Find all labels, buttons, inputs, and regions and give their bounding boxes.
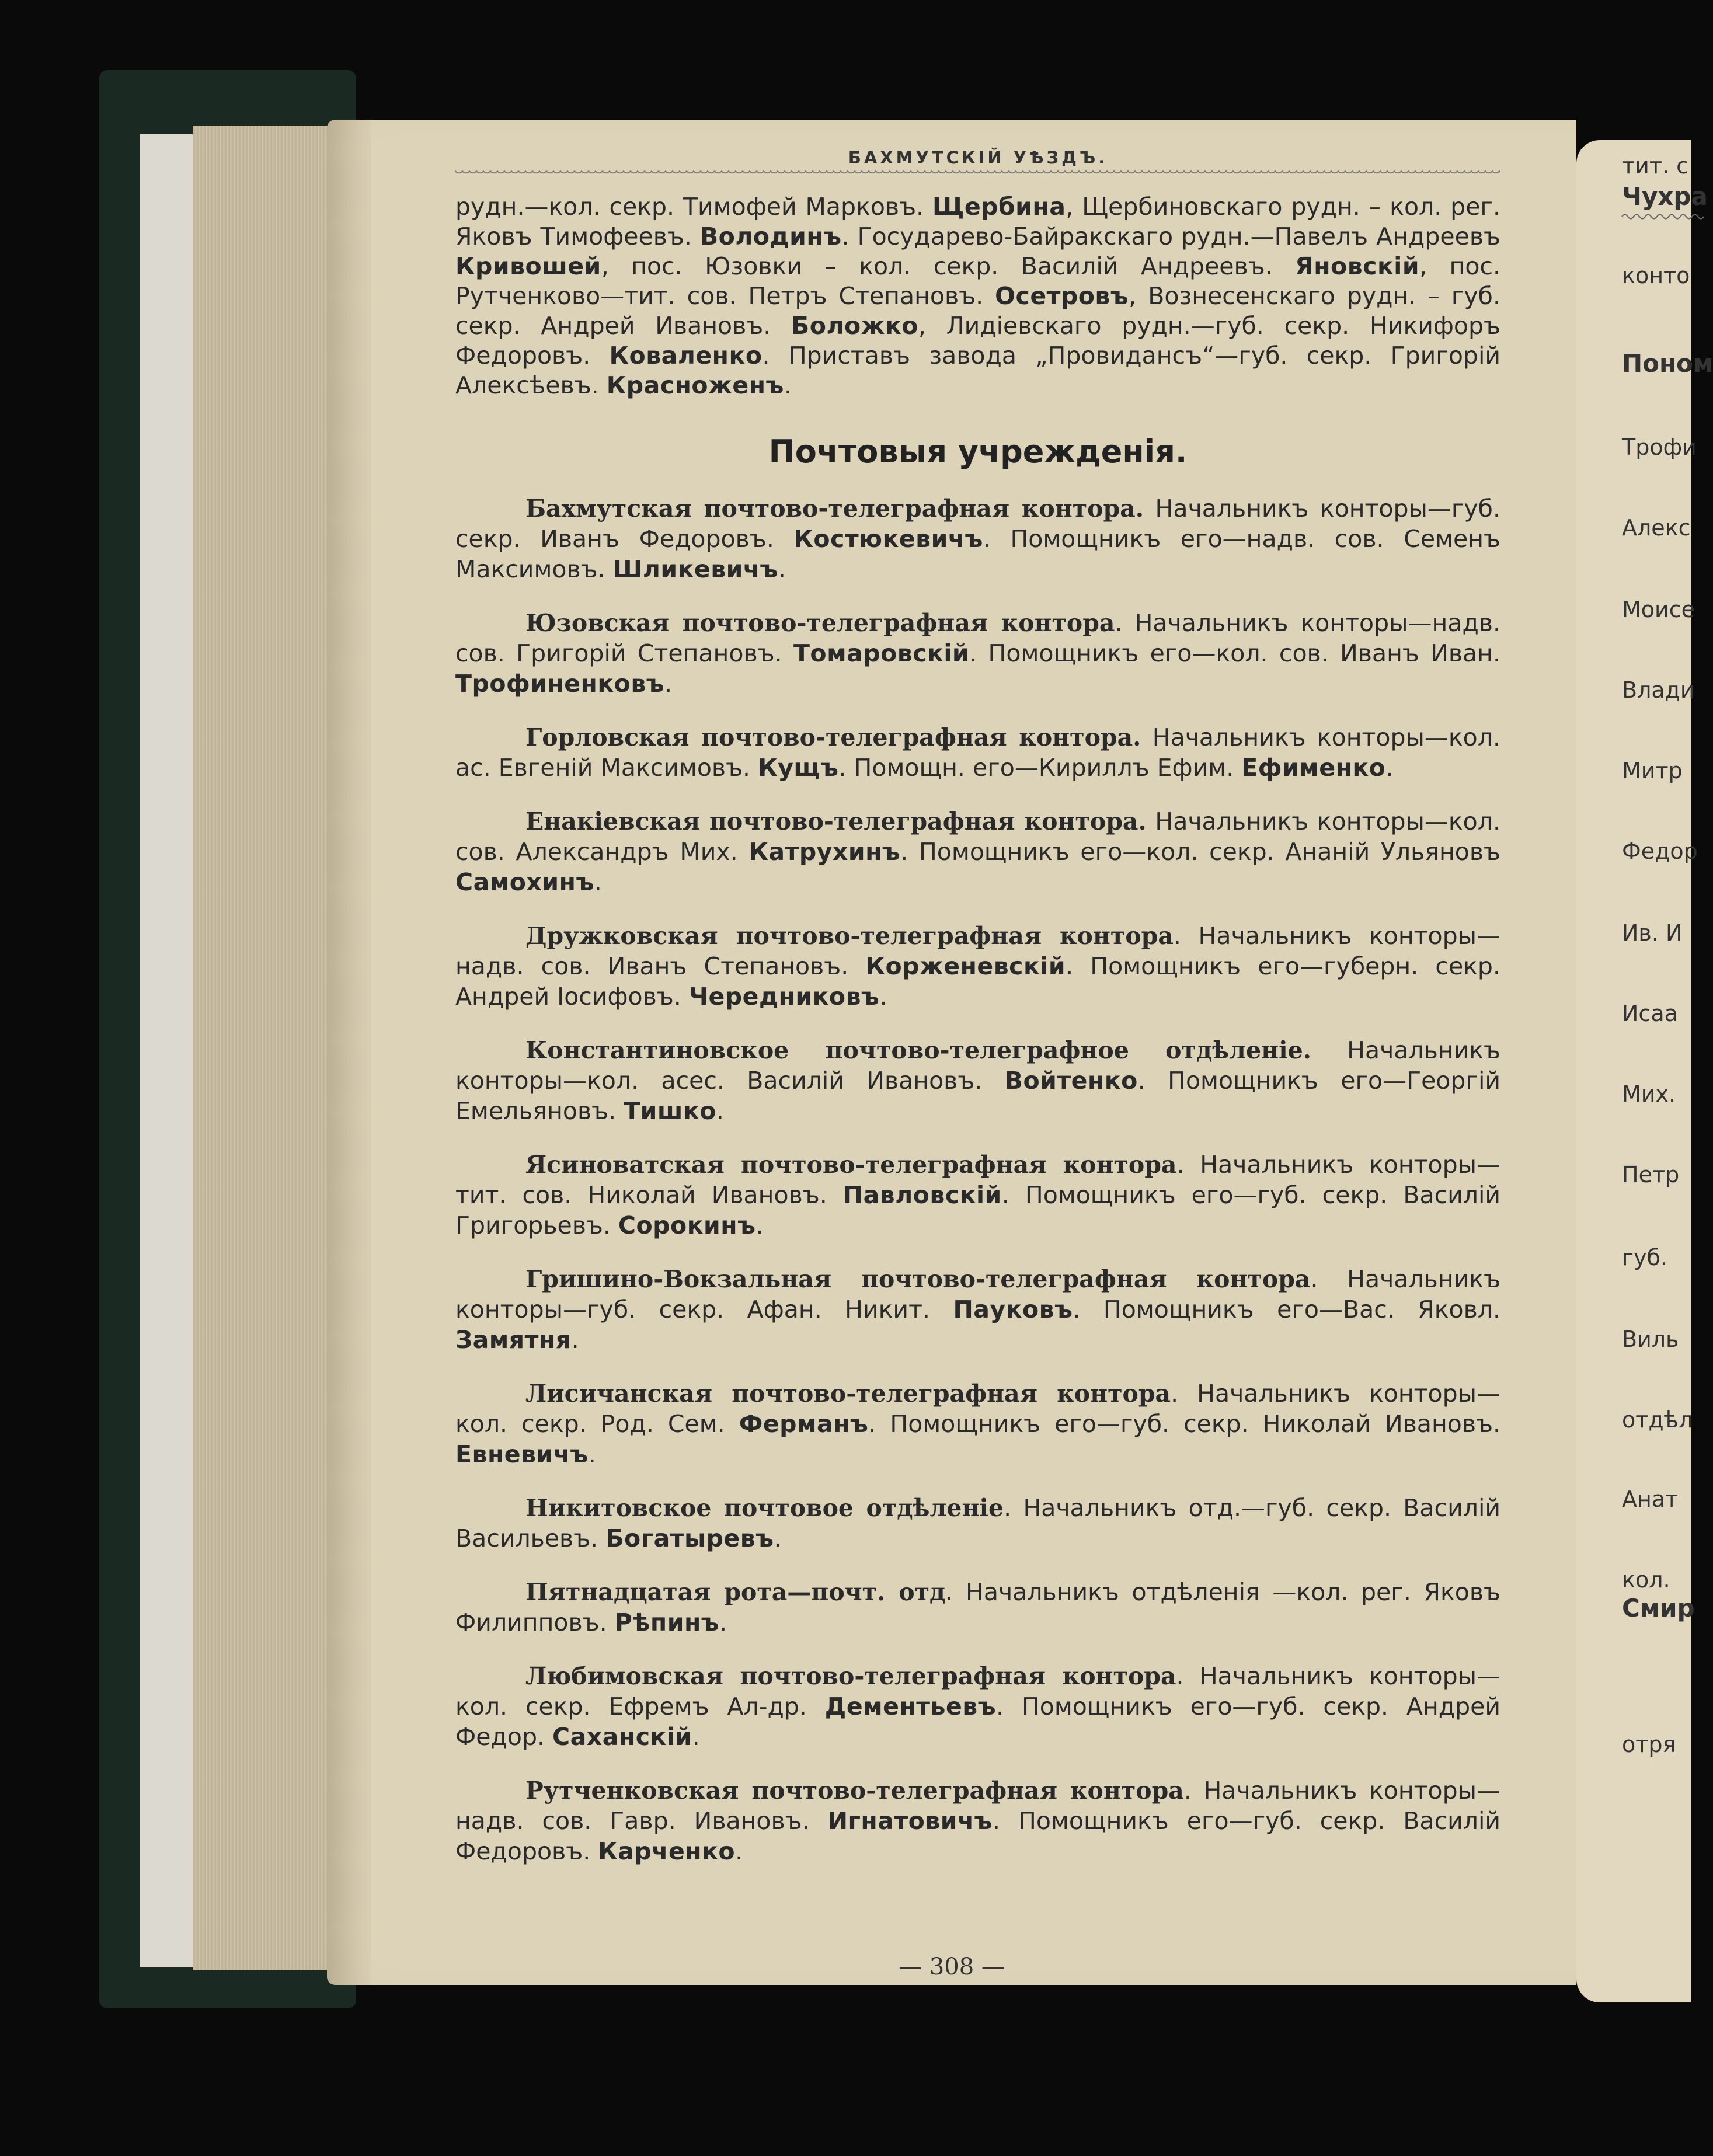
person-surname: Ферманъ xyxy=(739,1410,869,1438)
text-run: . Помощникъ его—губ. секр. Василій Федоровъ. xyxy=(455,1807,1501,1865)
text-run: . Государево-Байракскаго рудн.—Павелъ Андреевъ xyxy=(841,222,1500,250)
right-page-text-fragment: губ. xyxy=(1622,1245,1667,1270)
text-run: . Помощникъ его—губерн. секр. Андрей Іосифовъ. xyxy=(455,952,1500,1011)
running-head: БАХМУТСКІЙ УѢЗДЪ. xyxy=(848,148,1108,168)
person-surname: Игнатовичъ xyxy=(827,1807,993,1835)
right-page-text-fragment: Федор xyxy=(1622,838,1698,864)
text-run: . Помощникъ его—кол. сов. Иванъ Иван. xyxy=(969,639,1500,667)
person-surname: Трофиненковъ xyxy=(455,670,665,698)
right-page-text-fragment: тит. с xyxy=(1622,153,1689,179)
text-run: . Помощникъ его—губ. секр. Андрей Федор. xyxy=(455,1692,1500,1751)
entry-title: Ясиноватская почтово-телеграфная контора xyxy=(525,1151,1177,1179)
person-surname: Томаровскій xyxy=(793,639,970,667)
text-run: . Помощникъ его—кол. секр. Ананій Ульяновъ xyxy=(900,838,1500,866)
text-run: Начальникъ конторы—кол. сов. Александръ Мих. xyxy=(455,807,1500,866)
right-page-text-fragment: Трофи xyxy=(1622,434,1697,460)
post-office-entry xyxy=(455,1378,1500,1469)
right-page-text-fragment: Чухра xyxy=(1622,182,1708,211)
text-run: . Помощникъ его—надв. сов. Семенъ Максимовъ. xyxy=(455,525,1500,583)
right-page-text-fragment: кол. xyxy=(1622,1567,1670,1593)
right-page-text-fragment: конто xyxy=(1622,263,1690,288)
text-run: . xyxy=(1385,754,1394,782)
entry-title: Дружковская почтово-телеграфная контора xyxy=(525,922,1174,950)
right-page-text-fragment: Митр xyxy=(1622,758,1683,783)
person-surname: Щербина xyxy=(932,193,1066,221)
post-office-entry xyxy=(455,1493,1500,1554)
text-run: , пос. Рутченково—тит. сов. Петръ Степановъ. xyxy=(455,252,1501,310)
right-page-text-fragment: Анат xyxy=(1622,1486,1679,1512)
post-office-entry xyxy=(455,1661,1500,1752)
text-run: . Начальникъ отдѣленія —кол. рег. Яковъ Филипповъ. xyxy=(455,1578,1500,1636)
right-page-text-fragment: Влади xyxy=(1622,677,1695,703)
right-page-text-fragment: Алекс xyxy=(1622,515,1691,541)
entry-title: Константиновское почтово-телеграфное отдѣленіе. xyxy=(525,1036,1312,1064)
person-surname: Шликевичъ xyxy=(612,555,778,583)
person-surname: Самохинъ xyxy=(455,868,594,896)
right-page-text-fragment: Виль xyxy=(1622,1326,1679,1352)
text-run: . Начальникъ конторы—губ. секр. Афан. Никит. xyxy=(455,1265,1501,1323)
post-office-entry xyxy=(455,493,1500,584)
text-run: . xyxy=(664,670,673,698)
post-office-entry xyxy=(455,806,1500,897)
person-surname: Осетровъ xyxy=(995,282,1129,310)
page-number: — 308 — xyxy=(899,1953,1005,1980)
text-run: . xyxy=(692,1723,700,1751)
header-wavy-rule xyxy=(455,170,1500,178)
intro-paragraph xyxy=(455,192,1500,400)
text-run: . xyxy=(571,1326,579,1354)
entry-title: Бахмутская почтово-телеграфная контора. xyxy=(525,494,1144,523)
text-run: . Помощникъ его—губ. секр. Василій Григорьевъ. xyxy=(455,1181,1500,1239)
post-office-entry xyxy=(455,1035,1500,1126)
text-run: , Щербиновскаго рудн. – кол. рег. Яковъ Тимофеевъ. xyxy=(455,193,1501,250)
text-run: . Помощн. его—Кириллъ Ефим. xyxy=(838,754,1242,782)
entry-title: Никитовское почтовое отдѣленіе xyxy=(525,1494,1004,1522)
person-surname: Сорокинъ xyxy=(618,1211,756,1239)
book-page-right xyxy=(1576,140,1713,2002)
person-surname: Тишко xyxy=(624,1097,716,1125)
section-title: Почтовыя учрежденія. xyxy=(768,433,1188,470)
right-page-text-fragment: Моисе xyxy=(1622,597,1695,622)
post-office-entry xyxy=(455,722,1500,783)
right-page-text-fragment: Исаа xyxy=(1622,1001,1678,1026)
right-page-text-fragment: Ив. И xyxy=(1622,920,1683,946)
text-run: , Лидіевскаго рудн.—губ. секр. Никифоръ Федоровъ. xyxy=(455,312,1500,370)
text-run: . Начальникъ конторы—надв. сов. Гавр. Ивановъ. xyxy=(455,1777,1500,1835)
person-surname: Войтенко xyxy=(1004,1067,1138,1095)
person-surname: Корженевскій xyxy=(865,952,1066,980)
entry-title: Рутченковская почтово-телеграфная контора xyxy=(525,1777,1184,1805)
person-surname: Чередниковъ xyxy=(688,983,880,1011)
right-page-text-fragment: Смир xyxy=(1622,1594,1695,1622)
right-page-text-fragment: Поном xyxy=(1622,349,1713,378)
text-run: рудн.—кол. секр. Тимофей Марковъ. xyxy=(455,193,932,221)
person-surname: Костюкевичъ xyxy=(793,525,983,553)
text-run: . Начальникъ конторы—кол. секр. Род. Сем. xyxy=(455,1380,1500,1438)
text-run: . xyxy=(879,983,887,1011)
text-run: . Помощникъ его—губ. секр. Николай Ивановъ. xyxy=(868,1410,1500,1438)
text-run: . xyxy=(594,868,602,896)
right-page-text-fragment: Мих. xyxy=(1622,1081,1676,1107)
text-run: . Начальникъ отд.—губ. секр. Василій Васильевъ. xyxy=(455,1494,1500,1552)
book-page-left xyxy=(327,120,1576,1985)
text-run: . Помощникъ его—Георгій Емельяновъ. xyxy=(455,1067,1500,1125)
text-run: . Приставъ завода „Провидансъ“—губ. секр. Григорій Алексѣевъ. xyxy=(455,342,1500,399)
post-office-entry xyxy=(455,1150,1500,1241)
person-surname: Богатыревъ xyxy=(605,1524,774,1552)
entries-list xyxy=(455,493,1500,1866)
entry-title: Енакіевская почтово-телеграфная контора. xyxy=(525,807,1147,835)
post-office-entry xyxy=(455,1577,1500,1638)
person-surname: Красноженъ xyxy=(606,371,784,399)
text-run: . xyxy=(774,1524,782,1552)
person-surname: Яновскій xyxy=(1295,252,1420,280)
right-page-text-fragment: отдѣл xyxy=(1622,1407,1693,1433)
person-surname: Евневичъ xyxy=(455,1440,589,1468)
text-run: . xyxy=(784,371,792,399)
page-content xyxy=(455,148,1500,1934)
text-run: . xyxy=(719,1608,727,1636)
right-header-wavy-rule xyxy=(1622,213,1704,221)
post-office-entry xyxy=(455,1775,1500,1866)
entry-title: Любимовская почтово-телеграфная контора xyxy=(525,1662,1176,1690)
person-surname: Пауковъ xyxy=(953,1295,1073,1323)
entry-title: Юзовская почтово-телеграфная контора xyxy=(525,609,1115,637)
text-run: . xyxy=(755,1211,764,1239)
person-surname: Ефименко xyxy=(1241,754,1386,782)
text-run: , Вознесенскаго рудн. – губ. секр. Андрей Ивановъ. xyxy=(455,282,1500,340)
person-surname: Рѣпинъ xyxy=(614,1608,720,1636)
text-run: . xyxy=(588,1440,596,1468)
text-run: Начальникъ конторы—кол. ас. Евгеній Максимовъ. xyxy=(455,723,1501,782)
text-run: Начальникъ конторы—губ. секр. Иванъ Федоровъ. xyxy=(455,494,1500,553)
post-office-entry xyxy=(455,608,1500,699)
person-surname: Боложко xyxy=(791,312,918,340)
person-surname: Катрухинъ xyxy=(748,838,901,866)
text-run: . Начальникъ конторы—надв. сов. Григорій Степановъ. xyxy=(455,609,1500,667)
text-run: . xyxy=(716,1097,724,1125)
text-run: Начальникъ конторы—кол. асес. Василій Ивановъ. xyxy=(455,1036,1500,1095)
person-surname: Коваленко xyxy=(609,342,763,370)
person-surname: Дементьевъ xyxy=(824,1692,997,1720)
text-run: . Начальникъ конторы—кол. секр. Ефремъ Ал-др. xyxy=(455,1662,1500,1720)
person-surname: Замятня xyxy=(455,1326,572,1354)
right-page-text-fragment: отря xyxy=(1622,1732,1676,1757)
text-run: . Начальникъ конторы—надв. сов. Иванъ Степановъ. xyxy=(455,922,1500,980)
post-office-entry xyxy=(455,921,1500,1012)
text-run: . Начальникъ конторы—тит. сов. Николай Ивановъ. xyxy=(455,1151,1500,1209)
person-surname: Кущъ xyxy=(758,754,839,782)
text-run: . xyxy=(735,1837,743,1865)
person-surname: Павловскій xyxy=(842,1181,1002,1209)
entry-title: Гришино-Вокзальная почтово-телеграфная контора xyxy=(525,1265,1311,1293)
entry-title: Лисичанская почтово-телеграфная контора xyxy=(525,1380,1171,1408)
person-surname: Карченко xyxy=(598,1837,736,1865)
right-page-text-fragment: Петр xyxy=(1622,1162,1680,1187)
person-surname: Володинъ xyxy=(699,222,842,250)
entry-title: Пятнадцатая рота—почт. отд xyxy=(525,1578,946,1606)
text-run: . Помощникъ его—Вас. Яковл. xyxy=(1073,1295,1500,1323)
person-surname: Кривошей xyxy=(455,252,601,280)
text-run: . xyxy=(778,555,786,583)
person-surname: Саханскій xyxy=(552,1723,692,1751)
text-run: , пос. Юзовки – кол. секр. Василій Андреевъ. xyxy=(601,252,1296,280)
entry-title: Горловская почтово-телеграфная контора. xyxy=(525,723,1141,751)
post-office-entry xyxy=(455,1264,1500,1355)
